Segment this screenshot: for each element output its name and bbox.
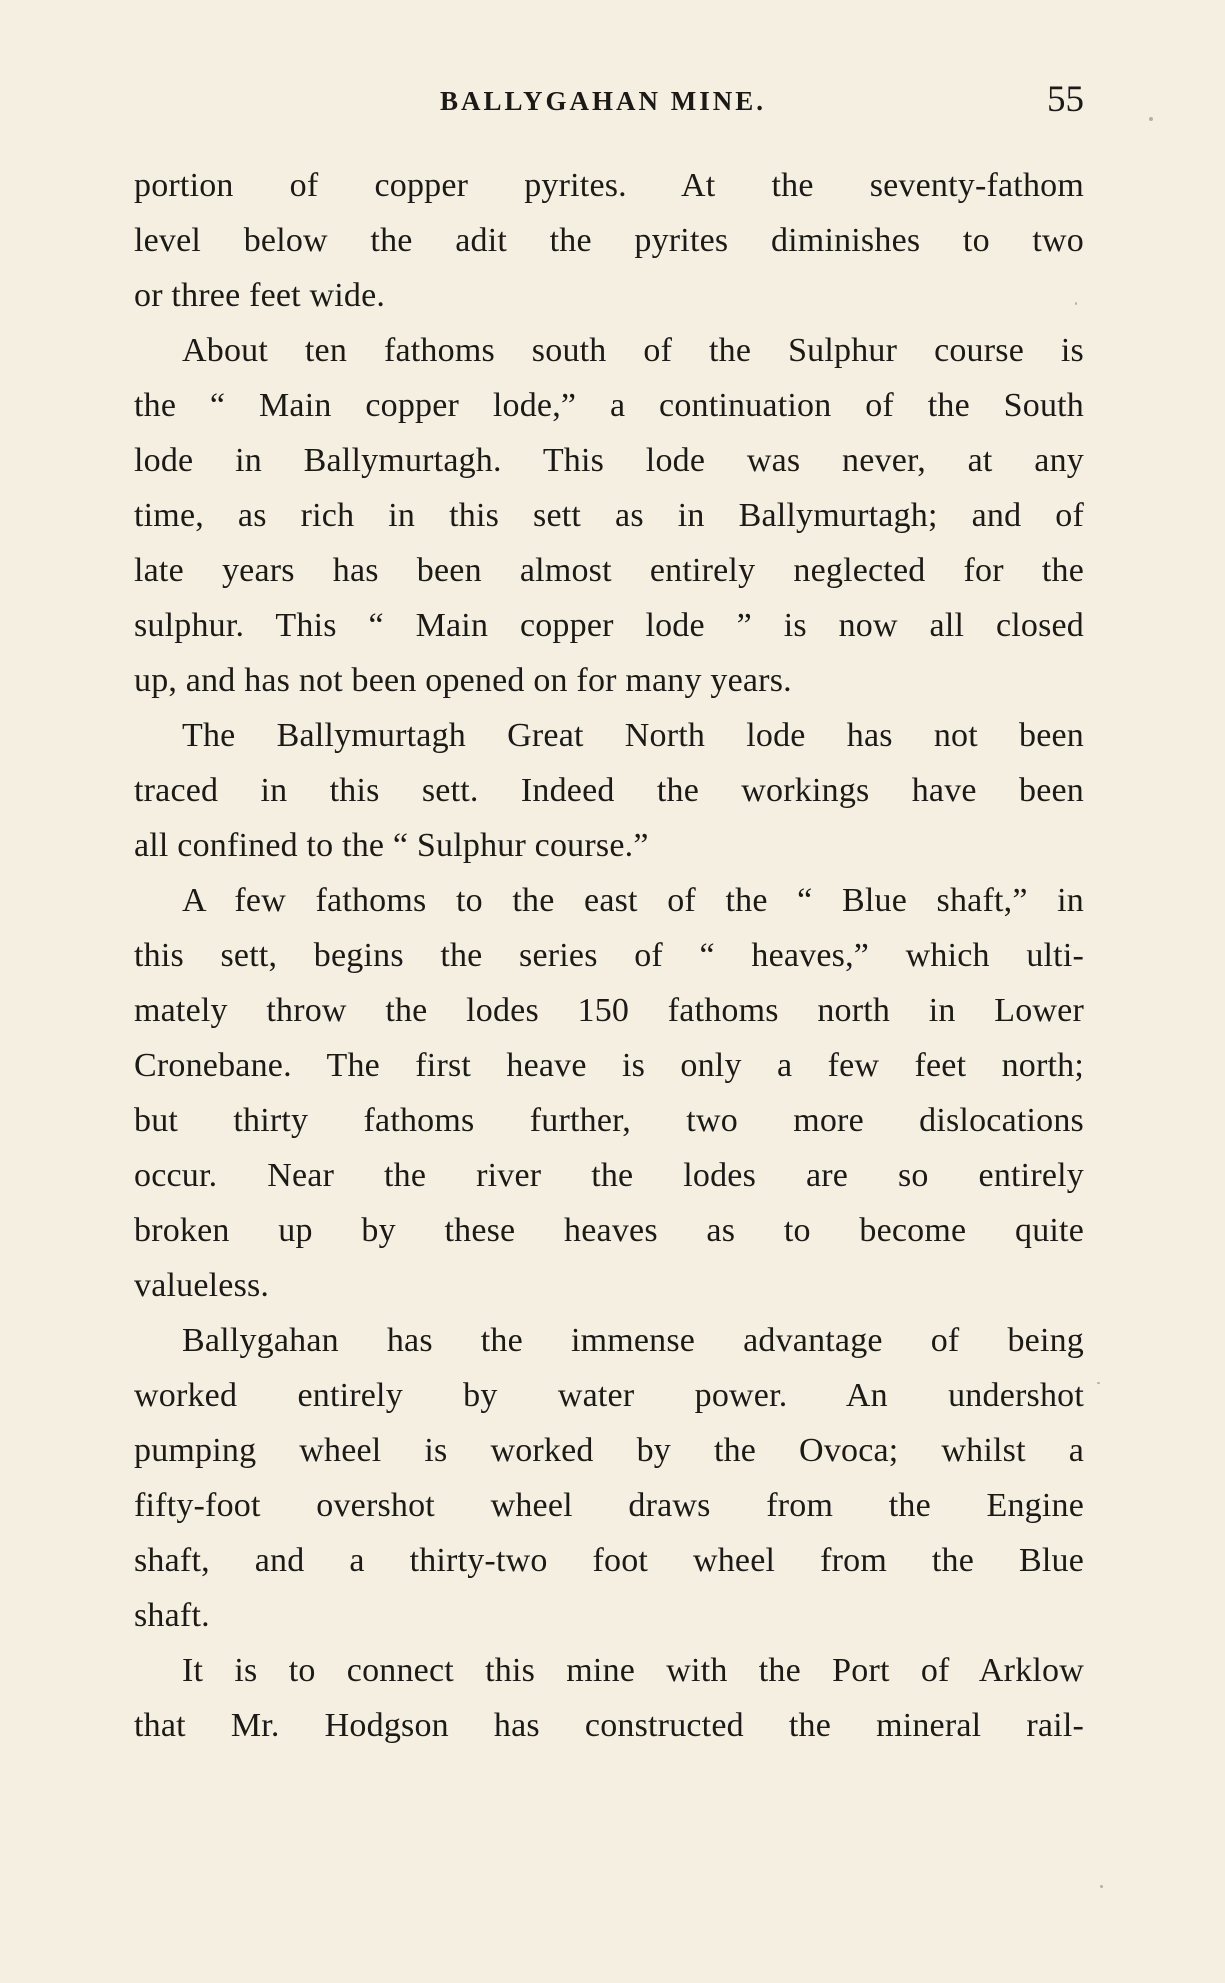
paper-speck — [1100, 1885, 1103, 1888]
text-line: fifty-foot overshot wheel draws from the Engine — [134, 1487, 1084, 1524]
text-line: sulphur. This “ Main copper lode ” is now all closed — [134, 607, 1084, 644]
text-line: all confined to the “ Sulphur course.” — [134, 827, 649, 864]
text-line: Cronebane. The first heave is only a few feet north; — [134, 1047, 1084, 1084]
running-title: BALLYGAHAN MINE. — [440, 86, 767, 116]
text-line: The Ballymurtagh Great North lode has not been — [182, 717, 1084, 754]
text-line: mately throw the lodes 150 fathoms north in Lower — [134, 992, 1084, 1029]
text-line: but thirty fathoms further, two more dislocations — [134, 1102, 1084, 1139]
text-line: broken up by these heaves as to become quite — [134, 1212, 1084, 1249]
text-line: About ten fathoms south of the Sulphur course is — [182, 332, 1084, 369]
text-line: late years has been almost entirely neglected for the — [134, 552, 1084, 589]
text-line: It is to connect this mine with the Port of Arklow — [182, 1652, 1084, 1689]
text-line: time, as rich in this sett as in Ballymurtagh; and of — [134, 497, 1084, 534]
text-line: occur. Near the river the lodes are so entirely — [134, 1157, 1084, 1194]
paper-speck — [1149, 117, 1153, 121]
text-line: this sett, begins the series of “ heaves,” which ulti- — [134, 937, 1084, 974]
text-line: portion of copper pyrites. At the seventy-fathom — [134, 167, 1084, 204]
text-line: traced in this sett. Indeed the workings have been — [134, 772, 1084, 809]
page-number: 55 — [1047, 79, 1084, 120]
text-line: Ballygahan has the immense advantage of being — [182, 1322, 1084, 1359]
text-line: A few fathoms to the east of the “ Blue shaft,” in — [182, 882, 1084, 919]
text-line: worked entirely by water power. An undershot — [134, 1377, 1084, 1414]
text-line: that Mr. Hodgson has constructed the mineral rail- — [134, 1707, 1084, 1744]
text-line: pumping wheel is worked by the Ovoca; whilst a — [134, 1432, 1084, 1469]
text-line: level below the adit the pyrites diminishes to two — [134, 222, 1084, 259]
paper-speck — [1097, 1382, 1100, 1384]
text-line: or three feet wide. — [134, 277, 386, 314]
paper-speck — [1075, 302, 1077, 305]
text-line: shaft, and a thirty-two foot wheel from the Blue — [134, 1542, 1084, 1579]
text-line: up, and has not been opened on for many years. — [134, 662, 792, 699]
text-line: lode in Ballymurtagh. This lode was never, at any — [134, 442, 1084, 479]
running-head — [134, 78, 1084, 128]
text-line: shaft. — [134, 1597, 210, 1634]
body-text — [134, 158, 1084, 1753]
text-line: the “ Main copper lode,” a continuation of the South — [134, 387, 1084, 424]
text-line: valueless. — [134, 1267, 270, 1304]
